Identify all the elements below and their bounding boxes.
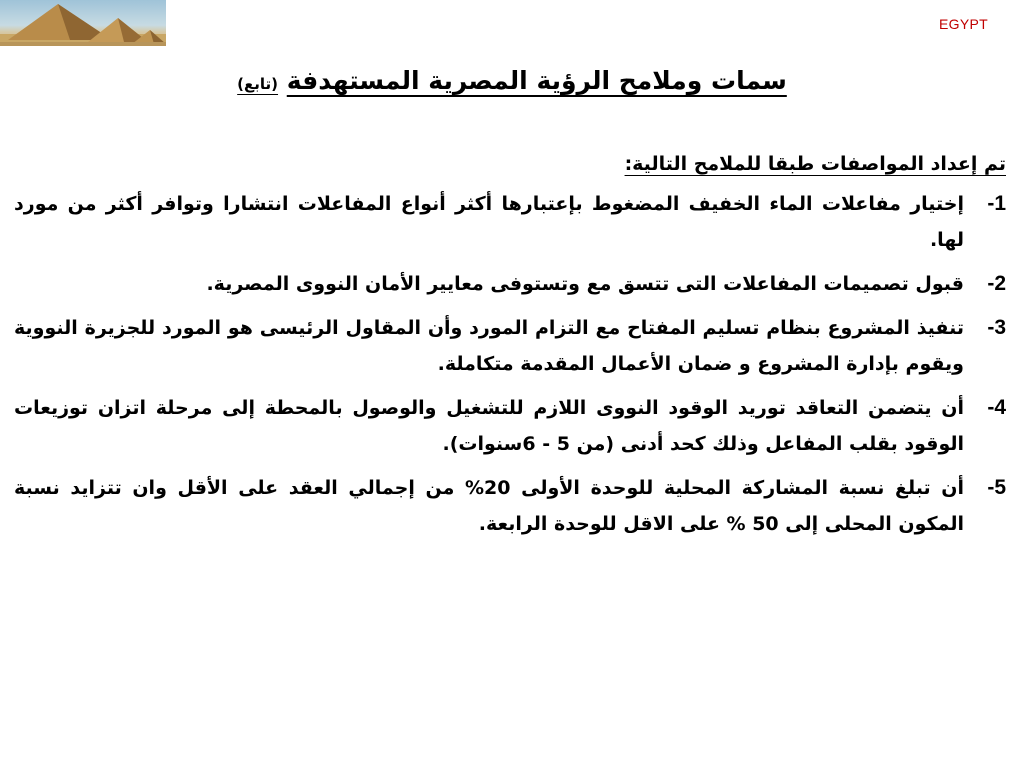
list-item xyxy=(14,186,1006,258)
slide-title xyxy=(0,64,1024,101)
list-item-text: أن تبلغ نسبة المشاركة المحلية للوحدة الأولى 20% من إجمالي العقد على الأقل وان تتزايد نسبة المكون المحلى إلى 50 % على الاقل للوحدة الرابعة. xyxy=(14,477,964,535)
country-label: EGYPT xyxy=(939,16,988,32)
list-item xyxy=(14,470,1006,542)
pyramids-image xyxy=(0,0,166,46)
list-item xyxy=(14,310,1006,382)
list-item-number: 4- xyxy=(987,396,1006,419)
list-item xyxy=(14,266,1006,302)
list-item-number: 5- xyxy=(987,476,1006,499)
slide-title-sub: (تابع) xyxy=(237,75,279,93)
list-item-text: أن يتضمن التعاقد توريد الوقود النووى اللازم للتشغيل والوصول بالمحطة إلى مرحلة اتزان توزيعات الوقود بقلب المفاعل وذلك كحد أدنى (من 5 - 6سنوات). xyxy=(14,397,964,455)
slide-title-main: سمات وملامح الرؤية المصرية المستهدفة xyxy=(286,66,787,95)
list-item-text: إختيار مفاعلات الماء الخفيف المضغوط بإعتبارها أكثر أنواع المفاعلات انتشارا وتوافر أكثر من مورد لها. xyxy=(14,193,964,251)
list-item-number: 2- xyxy=(987,272,1006,295)
intro-heading: تم إعداد المواصفات طبقا للملامح التالية: xyxy=(624,153,1006,175)
slide-body xyxy=(14,146,1006,550)
list-item-text: قبول تصميمات المفاعلات التى تتسق مع وتستوفى معايير الأمان النووى المصرية. xyxy=(206,273,964,295)
list-item xyxy=(14,390,1006,462)
list-item-number: 3- xyxy=(987,316,1006,339)
pyramids-icon xyxy=(0,0,166,46)
list-item-number: 1- xyxy=(987,192,1006,215)
list-item-text: تنفيذ المشروع بنظام تسليم المفتاح مع التزام المورد وأن المقاول الرئيسى هو المورد للجزيرة النووية ويقوم بإدارة المشروع و ضمان الأعمال المقدمة متكاملة. xyxy=(14,317,964,375)
